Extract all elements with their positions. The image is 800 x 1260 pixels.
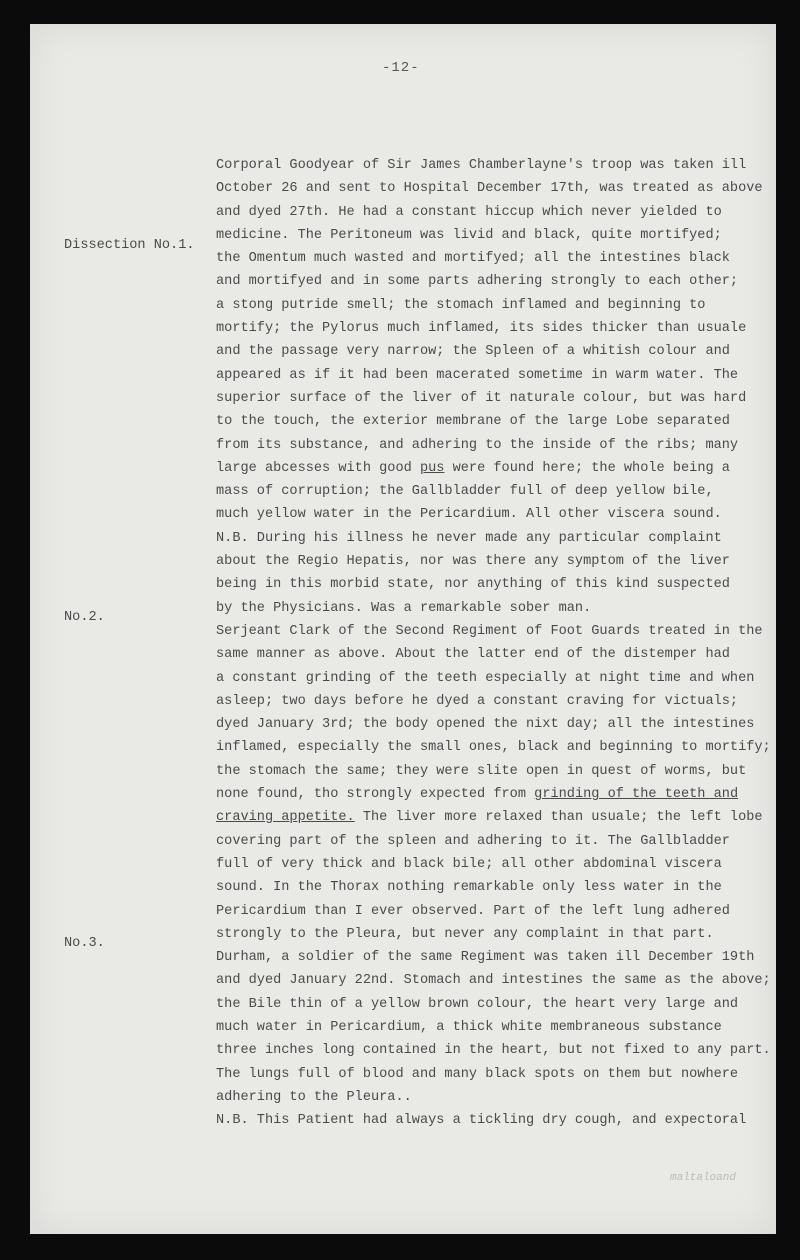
margin-note-no-3: No.3.	[64, 936, 105, 951]
text-line-underlined: craving appetite. The liver more relaxed than usuale; the left lobe	[216, 810, 763, 826]
text-line: same manner as above. About the latter end of the distemper had	[216, 647, 730, 663]
text-line: mass of corruption; the Gallbladder full of deep yellow bile,	[216, 484, 714, 500]
body-text	[216, 154, 771, 1132]
text-line-underlined: large abcesses with good pus were found here; the whole being a	[216, 460, 730, 476]
text-line: and dyed January 22nd. Stomach and intestines the same as the above;	[216, 973, 771, 989]
text-line: mortify; the Pylorus much inflamed, its sides thicker than usuale	[216, 321, 747, 337]
text-line: medicine. The Peritoneum was livid and black, quite mortifyed;	[216, 227, 722, 243]
text-line: asleep; two days before he dyed a constant craving for victuals;	[216, 693, 739, 709]
underlined-text: craving appetite.	[216, 810, 355, 826]
text-line-underlined: none found, tho strongly expected from grinding of the teeth and	[216, 787, 739, 803]
document-page	[30, 24, 776, 1234]
text-line: inflamed, especially the small ones, black and beginning to mortify;	[216, 740, 771, 756]
text-line: a stong putride smell; the stomach inflamed and beginning to	[216, 297, 706, 313]
text-line: The lungs full of blood and many black spots on them but nowhere	[216, 1066, 739, 1082]
text-line: superior surface of the liver of it naturale colour, but was hard	[216, 390, 747, 406]
text-line: a constant grinding of the teeth especially at night time and when	[216, 670, 755, 686]
text-line: and dyed 27th. He had a constant hiccup which never yielded to	[216, 204, 722, 220]
text-line: and mortifyed and in some parts adhering strongly to each other;	[216, 274, 739, 290]
text-line: Corporal Goodyear of Sir James Chamberlayne's troop was taken ill	[216, 158, 747, 173]
text-line: October 26 and sent to Hospital December 17th, was treated as above	[216, 181, 763, 197]
text-line: adhering to the Pleura..	[216, 1089, 412, 1105]
text-line: Durham, a soldier of the same Regiment was taken ill December 19th	[216, 950, 755, 966]
text-line: Pericardium than I ever observed. Part of the left lung adhered	[216, 903, 730, 919]
text-line: about the Regio Hepatis, nor was there any symptom of the liver	[216, 554, 730, 570]
text-line: sound. In the Thorax nothing remarkable only less water in the	[216, 880, 722, 896]
text-line: by the Physicians. Was a remarkable sober man.	[216, 600, 592, 616]
text-line: covering part of the spleen and adhering to it. The Gallbladder	[216, 833, 730, 849]
text-line: full of very thick and black bile; all other abdominal viscera	[216, 856, 722, 872]
underlined-text: pus	[419, 460, 445, 476]
text-line: N.B. This Patient had always a tickling dry cough, and expectoral	[216, 1113, 747, 1129]
text-line: to the touch, the exterior membrane of the large Lobe separated	[216, 414, 730, 430]
text-line: dyed January 3rd; the body opened the nixt day; all the intestines	[216, 717, 755, 733]
text-line: and the passage very narrow; the Spleen of a whitish colour and	[216, 344, 730, 360]
text-line: the Bile thin of a yellow brown colour, the heart very large and	[216, 996, 739, 1012]
text-line: appeared as if it had been macerated sometime in warm water. The	[216, 367, 739, 383]
text-line: from its substance, and adhering to the inside of the ribs; many	[216, 437, 739, 453]
text-line: three inches long contained in the heart, but not fixed to any part.	[216, 1043, 771, 1059]
underlined-text: grinding of the teeth and	[534, 787, 739, 803]
text-line: much water in Pericardium, a thick white membraneous substance	[216, 1019, 722, 1035]
text-line: much yellow water in the Pericardium. All other viscera sound.	[216, 507, 722, 523]
margin-note-dissection-1: Dissection No.1.	[64, 238, 195, 253]
text-line: the stomach the same; they were slite open in quest of worms, but	[216, 763, 747, 779]
page-number: -12-	[382, 60, 420, 76]
text-line: the Omentum much wasted and mortifyed; all the intestines black	[216, 251, 730, 267]
text-line: being in this morbid state, nor anything of this kind suspected	[216, 577, 730, 593]
text-line: Serjeant Clark of the Second Regiment of Foot Guards treated in the	[216, 623, 763, 639]
faint-marginal-text: maltaloand	[670, 1172, 737, 1184]
text-line: N.B. During his illness he never made any particular complaint	[216, 530, 722, 546]
margin-note-no-2: No.2.	[64, 610, 105, 625]
text-line: strongly to the Pleura, but never any complaint in that part.	[216, 926, 714, 942]
